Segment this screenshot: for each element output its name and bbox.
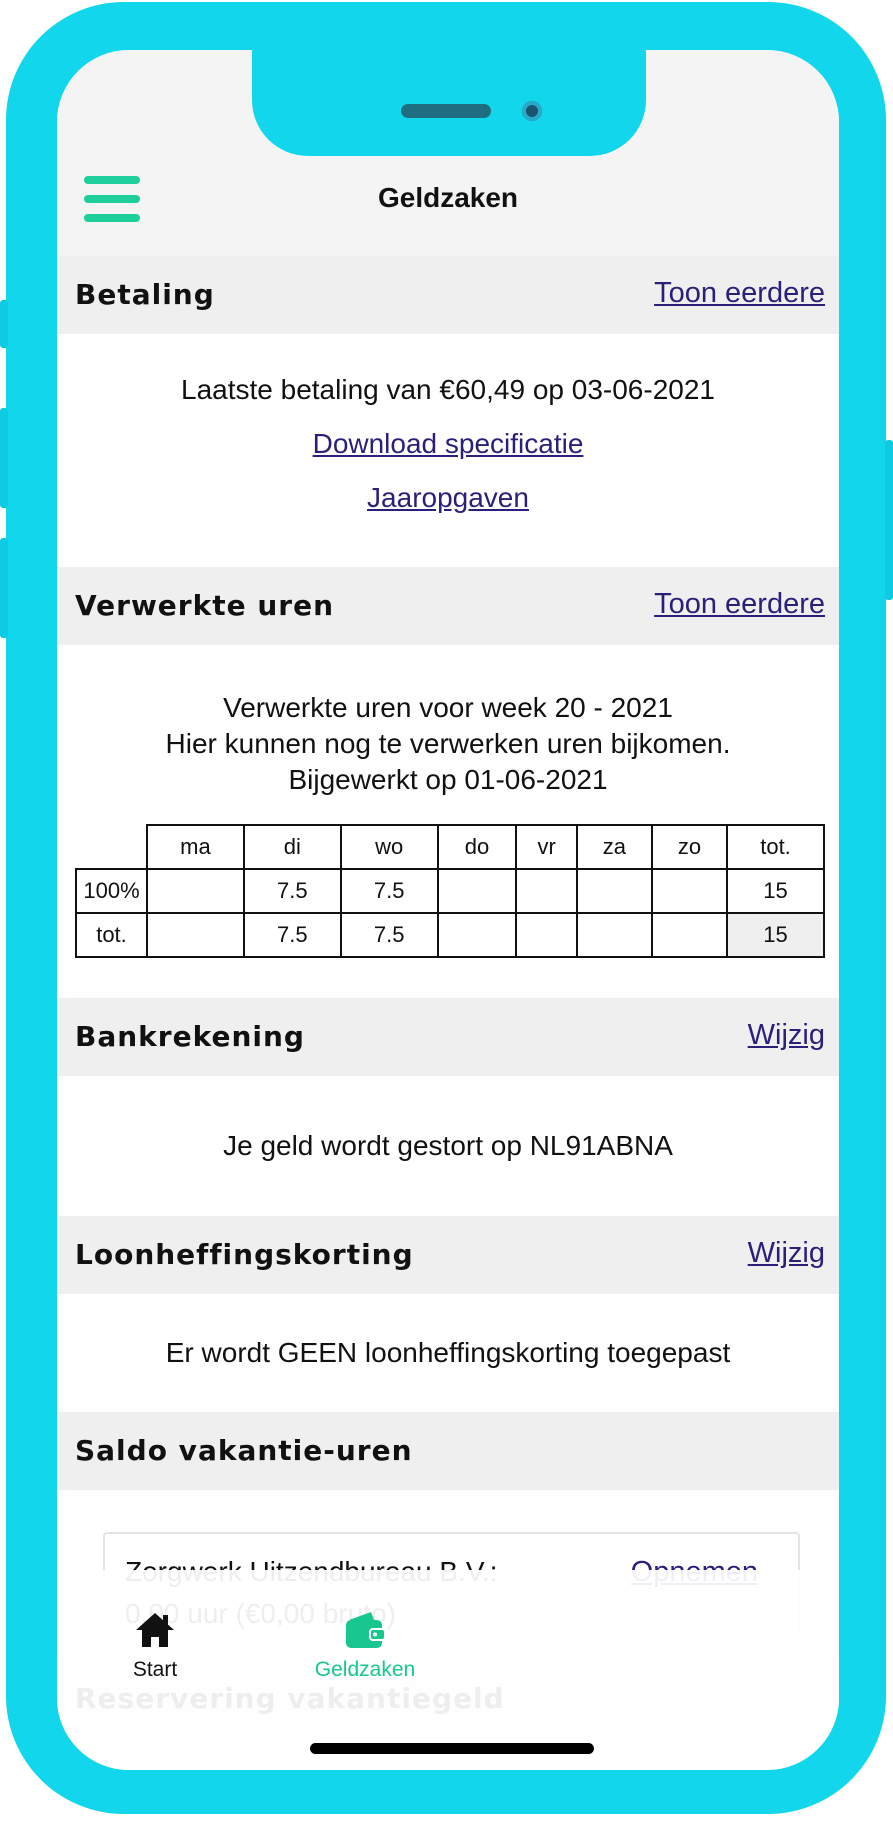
hours-row-label: 100% [76, 869, 147, 913]
section-title-bankrekening: Bankrekening [75, 1020, 305, 1053]
hours-updated-text: Bijgewerkt op 01-06-2021 [288, 764, 608, 795]
hours-header-cell: za [577, 825, 652, 869]
section-title-betaling: Betaling [75, 278, 215, 311]
wijzig-loonheffing-link[interactable]: Wijzig [747, 1237, 825, 1269]
hours-header-cell: di [244, 825, 341, 869]
section-vakantie-header [57, 1412, 839, 1490]
home-indicator[interactable] [310, 1743, 594, 1754]
hours-cell [652, 913, 727, 957]
front-camera [522, 101, 542, 121]
hours-week-text: Verwerkte uren voor week 20 - 2021 [223, 692, 673, 723]
phone-volume-down-button [0, 538, 8, 638]
hours-cell [438, 869, 517, 913]
hours-cell: 7.5 [341, 913, 438, 957]
loonheffing-text: Er wordt GEEN loonheffingskorting toegepast [57, 1294, 839, 1412]
tab-geldzaken-label: Geldzaken [314, 1658, 416, 1681]
tab-start[interactable] [95, 1610, 215, 1682]
hours-header-cell: wo [341, 825, 438, 869]
toon-eerdere-uren-link[interactable]: Toon eerdere [654, 588, 825, 620]
hours-note-text: Hier kunnen nog te verwerken uren bijkomen. [165, 728, 731, 759]
hours-cell [577, 913, 652, 957]
jaaropgaven-link[interactable]: Jaaropgaven [367, 482, 529, 513]
hours-row-label: tot. [76, 913, 147, 957]
bottom-tab-bar [57, 1570, 839, 1770]
section-uren-header [57, 567, 839, 645]
hours-table [75, 824, 825, 958]
section-title-uren: Verwerkte uren [75, 589, 335, 622]
tab-start-label: Start [132, 1658, 178, 1681]
phone-notch [252, 50, 646, 156]
section-loonheffing-header [57, 1216, 839, 1294]
hours-header-cell: do [438, 825, 517, 869]
hours-header-cell: vr [516, 825, 576, 869]
home-icon [134, 1610, 176, 1650]
hours-cell [516, 913, 576, 957]
section-betaling-header [57, 256, 839, 334]
hours-header-cell: ma [147, 825, 244, 869]
phone-side-button [0, 300, 8, 348]
section-title-vakantie: Saldo vakantie-uren [75, 1434, 413, 1467]
section-uren-body [57, 645, 839, 998]
phone-power-button [885, 440, 893, 600]
hours-cell [516, 869, 576, 913]
hours-cell [147, 913, 244, 957]
hours-cell: 7.5 [341, 869, 438, 913]
hours-table-corner [76, 825, 147, 869]
section-betaling-body [57, 334, 839, 567]
hours-header-cell: zo [652, 825, 727, 869]
download-specificatie-link[interactable]: Download specificatie [312, 428, 584, 459]
toon-eerdere-betalingen-link[interactable]: Toon eerdere [654, 277, 825, 309]
section-title-loonheffing: Loonheffingskorting [75, 1238, 414, 1271]
wijzig-bankrekening-link[interactable]: Wijzig [747, 1019, 825, 1051]
hours-cell: 7.5 [244, 913, 341, 957]
wallet-icon [343, 1610, 387, 1650]
phone-screen [57, 50, 839, 1770]
tab-geldzaken[interactable] [300, 1610, 430, 1682]
section-bankrekening-header [57, 998, 839, 1076]
hours-total-cell: 15 [727, 869, 824, 913]
page-title: Geldzaken [377, 182, 519, 213]
hours-table-header-row [76, 825, 824, 869]
phone-volume-up-button [0, 408, 8, 508]
hours-cell [577, 869, 652, 913]
hours-cell [147, 869, 244, 913]
hours-header-cell: tot. [727, 825, 824, 869]
last-payment-text: Laatste betaling van €60,49 op 03-06-2021 [181, 374, 715, 405]
speaker-grille [401, 104, 491, 118]
hours-cell [652, 869, 727, 913]
hours-cell: 7.5 [244, 869, 341, 913]
bankrekening-text: Je geld wordt gestort op NL91ABNA [57, 1076, 839, 1216]
table-row [76, 869, 824, 913]
table-row [76, 913, 824, 957]
hours-cell [438, 913, 517, 957]
scroll-content[interactable] [57, 50, 839, 1738]
hours-grand-total-cell: 15 [727, 913, 824, 957]
